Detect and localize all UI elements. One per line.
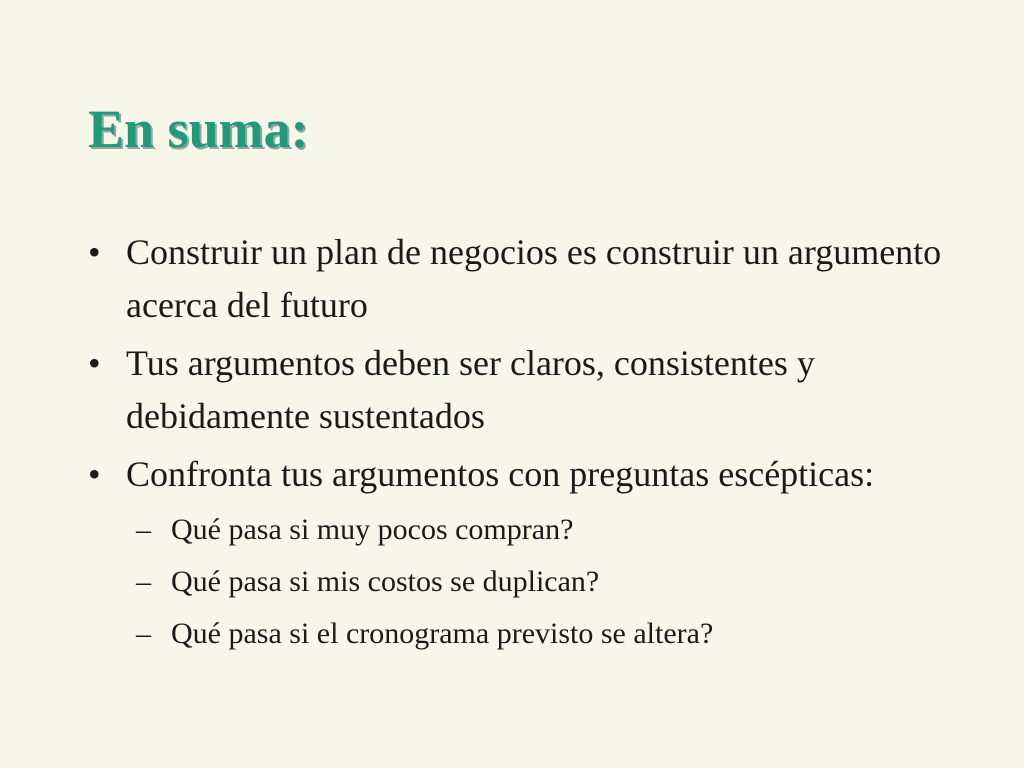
slide-title: En suma: (88, 99, 309, 159)
sub-bullet-text: Qué pasa si el cronograma previsto se altera? (171, 617, 714, 650)
bullet-marker: • (88, 343, 101, 383)
sub-bullet-marker: – (136, 617, 151, 650)
sub-bullet-item (136, 505, 968, 555)
sub-bullet-item (136, 557, 968, 607)
bullet-item (88, 448, 968, 659)
sub-bullet-item (136, 609, 968, 659)
bullet-item (88, 226, 968, 332)
sub-bullet-list (126, 505, 968, 659)
bullet-item (88, 337, 968, 443)
bullet-text: Construir un plan de negocios es construir un argumento acerca del futuro (126, 232, 942, 325)
bullet-marker: • (88, 454, 101, 494)
bullet-list (88, 226, 968, 664)
sub-bullet-marker: – (136, 565, 151, 598)
sub-bullet-marker: – (136, 513, 151, 546)
bullet-text: Confronta tus argumentos con preguntas escépticas: (126, 454, 875, 494)
bullet-text: Tus argumentos deben ser claros, consistentes y debidamente sustentados (126, 343, 815, 436)
bullet-marker: • (88, 232, 101, 272)
sub-bullet-text: Qué pasa si muy pocos compran? (171, 513, 574, 546)
sub-bullet-text: Qué pasa si mis costos se duplican? (171, 565, 600, 598)
